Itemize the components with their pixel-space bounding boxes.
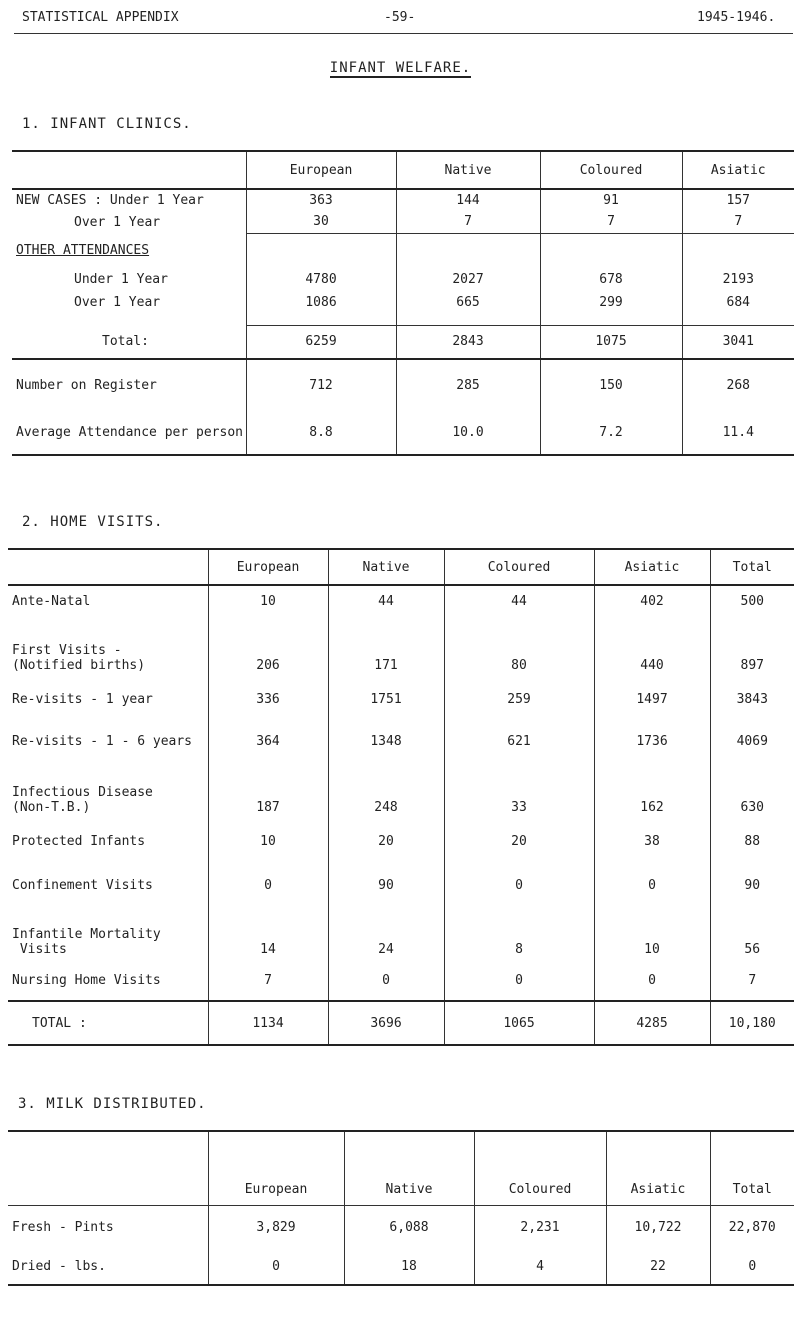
- cell: 10,180: [710, 1001, 794, 1045]
- cell: 665: [396, 291, 540, 313]
- cell: 0: [328, 961, 444, 1001]
- cell: 88: [710, 819, 794, 863]
- cell: 7: [208, 961, 328, 1001]
- cell: 3041: [682, 325, 794, 359]
- cell: 1086: [246, 291, 396, 313]
- col-header: European: [208, 1131, 344, 1205]
- cell: 157: [682, 189, 794, 211]
- row-label: NEW CASES : Under 1 Year: [16, 193, 204, 208]
- row-label: Fresh - Pints: [8, 1205, 208, 1249]
- cell: 7: [710, 961, 794, 1001]
- cell: 500: [710, 585, 794, 617]
- cell: 4780: [246, 267, 396, 291]
- cell: 259: [444, 677, 594, 721]
- table-row: [12, 267, 794, 291]
- cell: 10: [208, 819, 328, 863]
- section-title-clinics: 1. INFANT CLINICS.: [22, 116, 192, 132]
- row-label: Ante-Natal: [12, 594, 91, 609]
- row-label: Average Attendance per person: [12, 411, 246, 455]
- row-label: Total:: [102, 334, 149, 349]
- header-right: 1945-1946.: [697, 10, 776, 25]
- cell: 712: [246, 359, 396, 411]
- cell: 268: [682, 359, 794, 411]
- table-row: [8, 1205, 794, 1249]
- cell: 684: [682, 291, 794, 313]
- cell: 3,829: [208, 1205, 344, 1249]
- col-header: European: [246, 151, 396, 189]
- row-label: Over 1 Year: [74, 294, 161, 310]
- table-row: [8, 617, 794, 677]
- cell: 0: [208, 863, 328, 907]
- cell: 30: [246, 211, 396, 233]
- table-header-row: [12, 151, 794, 189]
- cell: 11.4: [682, 411, 794, 455]
- cell: 7.2: [540, 411, 682, 455]
- cell: 10.0: [396, 411, 540, 455]
- col-header: European: [208, 549, 328, 585]
- cell: 44: [444, 585, 594, 617]
- col-header: Coloured: [474, 1131, 606, 1205]
- cell: 38: [594, 819, 710, 863]
- section-title-home-visits: 2. HOME VISITS.: [22, 514, 164, 530]
- cell: 0: [444, 961, 594, 1001]
- cell: 2843: [396, 325, 540, 359]
- cell: 1751: [328, 677, 444, 721]
- table-row: [12, 211, 794, 233]
- cell: 364: [208, 721, 328, 761]
- cell: 80: [444, 617, 594, 677]
- cell: 150: [540, 359, 682, 411]
- col-header: Native: [344, 1131, 474, 1205]
- cell: 6259: [246, 325, 396, 359]
- cell: 2,231: [474, 1205, 606, 1249]
- milk-table: [8, 1130, 794, 1286]
- row-label: Infantile Mortality Visits: [12, 927, 161, 957]
- row-label: TOTAL :: [8, 1001, 208, 1045]
- cell: 299: [540, 291, 682, 313]
- row-label: Under 1 Year: [74, 271, 168, 287]
- cell: 162: [594, 761, 710, 819]
- cell: 363: [246, 189, 396, 211]
- row-label: Dried - lbs.: [8, 1249, 208, 1285]
- col-header: Native: [396, 151, 540, 189]
- cell: 2027: [396, 267, 540, 291]
- cell: 7: [682, 211, 794, 233]
- cell: 897: [710, 617, 794, 677]
- cell: 56: [710, 907, 794, 961]
- clinics-table: [12, 150, 794, 456]
- col-header: Total: [710, 549, 794, 585]
- cell: 33: [444, 761, 594, 819]
- row-label: OTHER ATTENDANCES: [16, 242, 150, 258]
- cell: 171: [328, 617, 444, 677]
- cell: 90: [328, 863, 444, 907]
- col-header: Coloured: [444, 549, 594, 585]
- table-row: [8, 677, 794, 721]
- table-row: [8, 721, 794, 761]
- cell: 22: [606, 1249, 710, 1285]
- cell: 4069: [710, 721, 794, 761]
- cell: 3696: [328, 1001, 444, 1045]
- col-header: Coloured: [540, 151, 682, 189]
- cell: 0: [594, 961, 710, 1001]
- row-label: First Visits - (Notified births): [12, 643, 146, 673]
- page-number: -59-: [384, 10, 416, 25]
- section-title-milk: 3. MILK DISTRIBUTED.: [18, 1096, 207, 1112]
- page-header: [0, 6, 801, 30]
- cell: 20: [328, 819, 444, 863]
- cell: 285: [396, 359, 540, 411]
- cell: 3843: [710, 677, 794, 721]
- cell: 1348: [328, 721, 444, 761]
- col-header: Native: [328, 549, 444, 585]
- cell: 402: [594, 585, 710, 617]
- row-label: Infectious Disease (Non-T.B.): [12, 785, 153, 815]
- row-label: Number on Register: [12, 359, 246, 411]
- cell: 0: [594, 863, 710, 907]
- table-header-row: [8, 549, 794, 585]
- cell: 4: [474, 1249, 606, 1285]
- cell: 187: [208, 761, 328, 819]
- table-row: [8, 819, 794, 863]
- cell: 1134: [208, 1001, 328, 1045]
- cell: 8: [444, 907, 594, 961]
- table-row: [8, 761, 794, 819]
- cell: 1075: [540, 325, 682, 359]
- cell: 440: [594, 617, 710, 677]
- cell: 20: [444, 819, 594, 863]
- header-rule: [14, 33, 793, 34]
- cell: 0: [444, 863, 594, 907]
- cell: 6,088: [344, 1205, 474, 1249]
- table-row: [8, 907, 794, 961]
- cell: 10: [208, 585, 328, 617]
- col-header: Asiatic: [682, 151, 794, 189]
- cell: 4285: [594, 1001, 710, 1045]
- cell: 7: [396, 211, 540, 233]
- cell: 630: [710, 761, 794, 819]
- cell: 144: [396, 189, 540, 211]
- cell: 0: [710, 1249, 794, 1285]
- cell: 621: [444, 721, 594, 761]
- table-row: [12, 325, 794, 359]
- cell: 678: [540, 267, 682, 291]
- cell: 90: [710, 863, 794, 907]
- cell: 1065: [444, 1001, 594, 1045]
- table-row: [12, 291, 794, 313]
- row-label: Protected Infants: [12, 833, 146, 849]
- cell: 1736: [594, 721, 710, 761]
- table-row: [12, 359, 794, 411]
- table-row: [8, 1249, 794, 1285]
- cell: 336: [208, 677, 328, 721]
- cell: 0: [208, 1249, 344, 1285]
- table-row: [8, 961, 794, 1001]
- table-header-row: [8, 1131, 794, 1205]
- row-label: Confinement Visits: [12, 877, 153, 893]
- table-row: [12, 411, 794, 455]
- cell: 14: [208, 907, 328, 961]
- cell: 44: [328, 585, 444, 617]
- cell: 8.8: [246, 411, 396, 455]
- col-header: Asiatic: [606, 1131, 710, 1205]
- home-visits-table: [8, 548, 794, 1046]
- row-label: Over 1 Year: [74, 214, 161, 230]
- page-title: INFANT WELFARE.: [329, 60, 472, 76]
- cell: 10,722: [606, 1205, 710, 1249]
- cell: 1497: [594, 677, 710, 721]
- col-header: Total: [710, 1131, 794, 1205]
- cell: 24: [328, 907, 444, 961]
- table-row: [12, 233, 794, 267]
- table-row: [8, 863, 794, 907]
- cell: 10: [594, 907, 710, 961]
- cell: 18: [344, 1249, 474, 1285]
- cell: 7: [540, 211, 682, 233]
- col-header: Asiatic: [594, 549, 710, 585]
- cell: 206: [208, 617, 328, 677]
- row-label: Re-visits - 1 year: [12, 691, 153, 707]
- table-row: [12, 189, 794, 211]
- total-row: [8, 1001, 794, 1045]
- row-label: Nursing Home Visits: [12, 973, 161, 988]
- cell: 2193: [682, 267, 794, 291]
- cell: 22,870: [710, 1205, 794, 1249]
- header-left: STATISTICAL APPENDIX: [22, 10, 179, 25]
- cell: 248: [328, 761, 444, 819]
- table-row: [8, 585, 794, 617]
- row-label: Re-visits - 1 - 6 years: [12, 733, 193, 749]
- cell: 91: [540, 189, 682, 211]
